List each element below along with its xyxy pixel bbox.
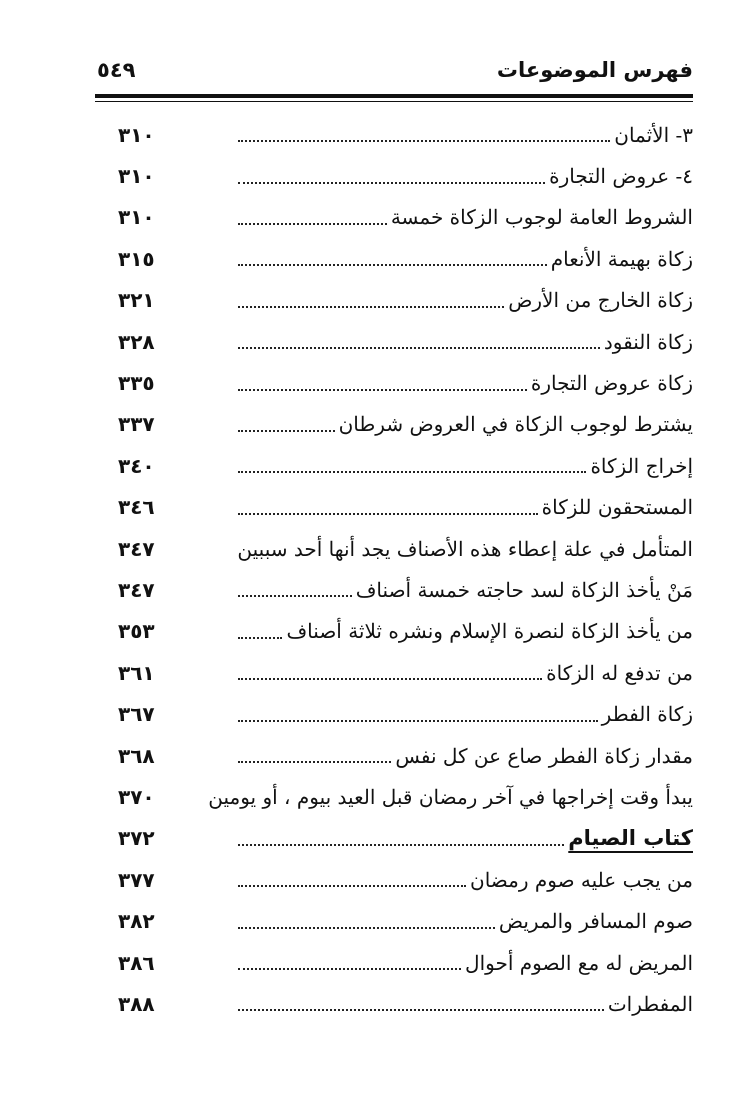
toc-entry (118, 859, 693, 900)
toc-leader-dots (238, 594, 352, 597)
toc-entry-title: زكاة الفطر (601, 702, 693, 727)
toc-entry-title: يشترط لوجوب الزكاة في العروض شرطان (338, 412, 693, 437)
toc-entry-page: ٣٧٢ (118, 826, 155, 851)
toc-entry-title: من يجب عليه صوم رمضان (470, 867, 693, 892)
toc-leader-dots (238, 512, 538, 515)
toc-entry-page: ٣٤٧ (118, 577, 155, 602)
toc-entry-page: ٣٨٢ (118, 909, 155, 934)
toc-entry-title: مقدار زكاة الفطر صاع عن كل نفس (395, 743, 693, 768)
toc-entry-title: من يأخذ الزكاة لنصرة الإسلام ونشره ثلاثة أصناف (286, 619, 693, 644)
toc-entry-page: ٣٤٧ (118, 536, 155, 561)
toc-leader-dots (238, 760, 391, 763)
toc-leader-dots (238, 263, 547, 266)
toc-leader-dots (238, 388, 527, 391)
table-of-contents (118, 114, 693, 1025)
toc-leader-dots (238, 429, 335, 432)
toc-entry-title: صوم المسافر والمريض (498, 909, 693, 934)
toc-entry-page: ٣٨٨ (118, 991, 155, 1016)
page-number: ٥٤٩ (97, 58, 136, 82)
toc-entry (118, 280, 693, 321)
toc-entry-page: ٣٦٨ (118, 743, 155, 768)
toc-leader-dots (238, 139, 610, 142)
toc-entry-page: ٣٥٣ (118, 619, 155, 644)
toc-entry-title: المستحقون للزكاة (541, 495, 693, 520)
toc-entry-title: المريض له مع الصوم أحوال (465, 950, 693, 975)
toc-entry-page: ٣٤٦ (118, 495, 155, 520)
page-title: فهرس الموضوعات (496, 58, 693, 82)
toc-leader-dots (238, 677, 542, 680)
toc-entry-title: ٤- عروض التجارة (549, 164, 693, 189)
toc-entry-title: من تدفع له الزكاة (546, 660, 693, 685)
toc-entry-page: ٣٧٠ (118, 784, 155, 809)
toc-entry (118, 321, 693, 362)
toc-leader-dots (238, 222, 387, 225)
toc-book-heading: كتاب الصيام (568, 826, 693, 851)
toc-entry-title: زكاة الخارج من الأرض (508, 288, 693, 313)
toc-entry-page: ٣٢٨ (118, 329, 155, 354)
toc-entry-title: مَنْ يأخذ الزكاة لسد حاجته خمسة أصناف (355, 577, 693, 602)
toc-leader-dots (238, 926, 495, 929)
toc-entry (118, 900, 693, 941)
toc-entry-title: المفطرات (607, 991, 693, 1016)
toc-entry (118, 155, 693, 196)
toc-entry-title: زكاة النقود (603, 329, 693, 354)
toc-entry-page: ٣١٥ (118, 246, 155, 271)
toc-entry (118, 404, 693, 445)
toc-entry-page: ٣٣٧ (118, 412, 155, 437)
header-rule-thin (95, 101, 693, 102)
toc-leader-dots (238, 636, 282, 639)
toc-entry-page: ٣١٠ (118, 205, 155, 230)
toc-entry-page: ٣٧٧ (118, 867, 155, 892)
toc-entry-page: ٣٨٦ (118, 950, 155, 975)
toc-entry-page: ٣٢١ (118, 288, 155, 313)
toc-leader-dots (238, 181, 545, 184)
toc-entry (118, 983, 693, 1024)
toc-entry (118, 445, 693, 486)
toc-entry-page: ٣٣٥ (118, 371, 155, 396)
toc-entry-title: زكاة عروض التجارة (530, 371, 693, 396)
toc-entry-page: ٣٦٧ (118, 702, 155, 727)
toc-entry (118, 652, 693, 693)
toc-entry (118, 362, 693, 403)
toc-entry (118, 735, 693, 776)
toc-leader-dots (238, 884, 466, 887)
toc-entry-page: ٣٦١ (118, 660, 155, 685)
toc-leader-dots (238, 843, 564, 846)
toc-entry (118, 487, 693, 528)
toc-leader-dots (238, 967, 461, 970)
toc-entry-title: الشروط العامة لوجوب الزكاة خمسة (390, 205, 693, 230)
toc-leader-dots (238, 719, 598, 722)
toc-leader-dots (238, 346, 600, 349)
toc-entry (118, 569, 693, 610)
header-rule-thick (95, 94, 693, 98)
toc-entry (118, 528, 693, 569)
toc-entry (118, 197, 693, 238)
toc-entry (118, 942, 693, 983)
toc-entry (118, 776, 693, 817)
toc-entry (118, 818, 693, 859)
toc-entry-title: يبدأ وقت إخراجها في آخر رمضان قبل العيد بيوم ، أو يومين (208, 784, 693, 809)
toc-entry (118, 114, 693, 155)
toc-entry-title: ٣- الأثمان (614, 122, 693, 147)
toc-entry-title: المتأمل في علة إعطاء هذه الأصناف يجد أنها أحد سببين (237, 536, 693, 561)
toc-leader-dots (238, 470, 586, 473)
page-header (95, 56, 693, 90)
toc-leader-dots (238, 305, 504, 308)
toc-entry (118, 238, 693, 279)
toc-entry-title: زكاة بهيمة الأنعام (550, 246, 693, 271)
toc-entry-page: ٣١٠ (118, 122, 155, 147)
toc-entry-page: ٣١٠ (118, 164, 155, 189)
toc-entry (118, 611, 693, 652)
toc-entry (118, 693, 693, 734)
toc-entry-page: ٣٤٠ (118, 453, 155, 478)
toc-leader-dots (238, 1008, 604, 1011)
toc-entry-title: إخراج الزكاة (590, 453, 693, 478)
